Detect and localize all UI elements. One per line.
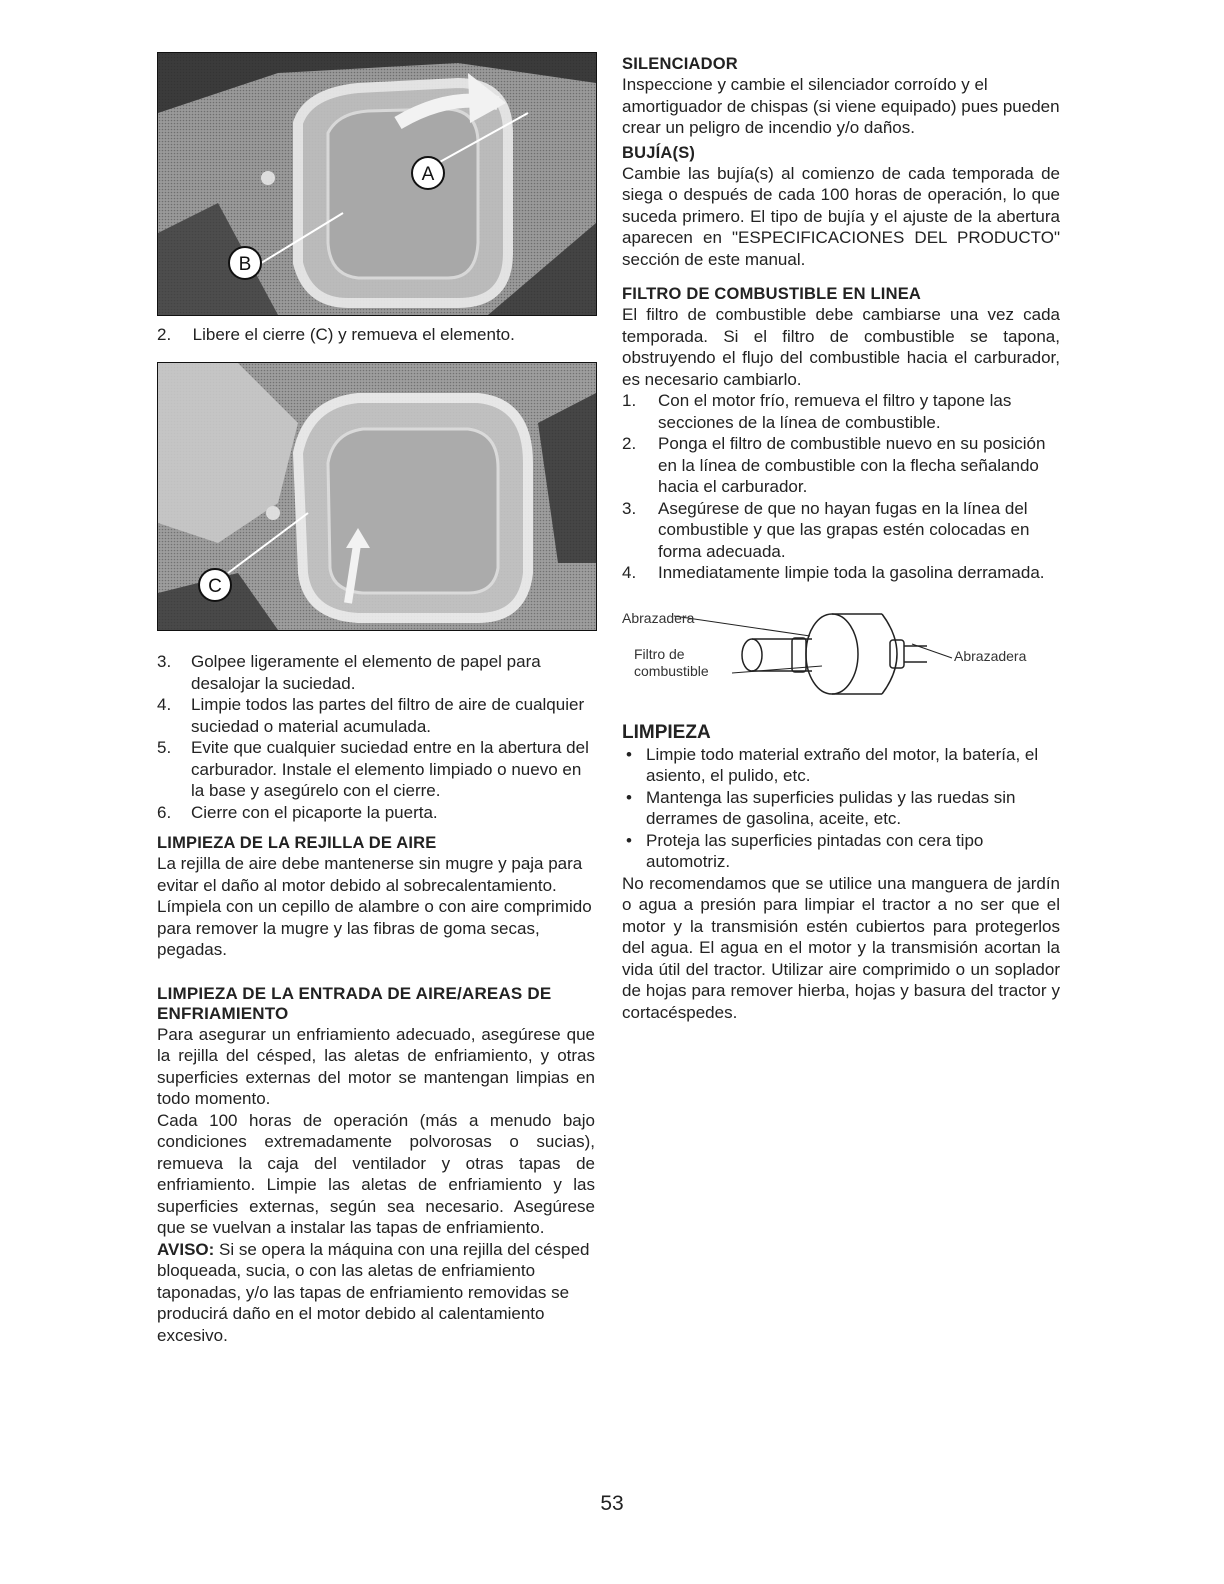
air-filter-illustration-2 xyxy=(158,363,596,630)
filtro-label-line2: combustible xyxy=(634,662,709,679)
aviso-label: AVISO: xyxy=(157,1239,215,1259)
silenciador-heading: SILENCIADOR xyxy=(622,55,738,73)
step-text: Golpee ligeramente el elemento de papel para desalojar la suciedad. xyxy=(191,652,541,693)
bullet-icon: • xyxy=(626,787,632,807)
step-text: Limpie todos las partes del filtro de aire de cualquier suciedad o material acumulada. xyxy=(191,695,585,736)
bujia-heading: BUJÍA(S) xyxy=(622,143,696,162)
left-column xyxy=(157,52,595,1346)
step-text: Asegúrese de que no hayan fugas en la línea del combustible y que las grapas estén colocadas en forma adecuada. xyxy=(658,498,1030,561)
air-filter-photo-2 xyxy=(157,362,597,631)
rejilla-heading: LIMPIEZA DE LA REJILLA DE AIRE xyxy=(157,834,437,852)
fuel-filter-diagram xyxy=(622,610,1060,718)
list-item xyxy=(622,744,1060,787)
abrazadera-right-label: Abrazadera xyxy=(954,647,1027,664)
page-number: 53 xyxy=(600,1492,624,1515)
abrazadera-left-label: Abrazadera xyxy=(622,609,695,626)
filtro-body: El filtro de combustible debe cambiarse una vez cada temporada. Si el filtro de combustible se tapona, obstruyendo el flujo del combustible hacia el carburador, es necesario cambiarlo. xyxy=(622,305,1060,389)
list-item xyxy=(622,830,1060,873)
step-2-number: 2. xyxy=(157,325,172,344)
bullet-text: Proteja las superficies pintadas con cera tipo automotriz. xyxy=(646,830,984,871)
step-number: 3. xyxy=(157,652,172,671)
filtro-steps xyxy=(622,390,1060,584)
step-text: Evite que cualquier suciedad entre en la abertura del carburador. Instale el elemento limpiado o nuevo en la base y asegúrelo con el cierre. xyxy=(191,738,589,800)
step-text: Cierre con el picaporte la puerta. xyxy=(191,802,438,822)
bullet-text: Mantenga las superficies pulidas y las ruedas sin derrames de gasolina, aceite, etc. xyxy=(646,787,1016,828)
bullet-text: Limpie todo material extraño del motor, la batería, el asiento, el pulido, etc. xyxy=(646,744,1039,785)
step-2 xyxy=(157,324,595,345)
bujia-body: Cambie las bujía(s) al comienzo de cada temporada de siega o después de cada 100 horas de operación, lo que suceda primero. El tipo de bujía y el ajuste de la abertura aparecen en "ESPECIFICACIONES DEL PRODUCTO" sección de este manual. xyxy=(622,163,1060,269)
step-number: 4. xyxy=(157,695,172,714)
step-number: 1. xyxy=(622,391,637,410)
right-column xyxy=(622,52,1060,1023)
step-number: 3. xyxy=(622,498,637,518)
step-number: 6. xyxy=(157,802,172,822)
aviso-text: Si se opera la máquina con una rejilla del césped bloqueada, sucia, o con las aletas de enfriamiento taponadas, y/o las tapas de enfriamiento removidas se producirá daño en el motor debido al calentamiento excesivo. xyxy=(157,1239,590,1345)
list-item xyxy=(157,737,595,802)
list-item xyxy=(622,562,1060,584)
bullet-icon: • xyxy=(626,744,632,764)
step-text: Inmediatamente limpie toda la gasolina derramada. xyxy=(658,563,1045,582)
list-item xyxy=(157,651,595,694)
rejilla-body: La rejilla de aire debe mantenerse sin mugre y paja para evitar el daño al motor debido al sobrecalentamiento. Límpiela con un cepillo de alambre o con aire comprimido para remover la mugre y las fibras de goma secas, pegadas. xyxy=(157,854,592,959)
step-number: 2. xyxy=(622,434,637,453)
air-filter-photo-1 xyxy=(157,52,597,316)
step-text: Ponga el filtro de combustible nuevo en su posición en la línea de combustible con la flecha señalando hacia el carburador. xyxy=(658,434,1046,496)
list-item xyxy=(157,802,595,824)
air-filter-illustration-1 xyxy=(158,53,596,315)
entrada-body-2: Cada 100 horas de operación (más a menudo bajo condiciones extremadamente polvorosas o sucias), remueva la caja del ventilador y otras tapas de enfriamiento. Limpie las aletas de enfriamiento y las superficies externas, según sea necesario. Asegúrese que se vuelvan a instalar las tapas de enfriamiento. xyxy=(157,1110,595,1237)
list-item xyxy=(622,787,1060,830)
callout-a-label: A xyxy=(421,164,435,185)
step-number: 4. xyxy=(622,563,637,582)
callout-b-label: B xyxy=(238,254,252,275)
list-item xyxy=(157,694,595,737)
aviso-paragraph xyxy=(157,1239,595,1347)
entrada-body-1: Para asegurar un enfriamiento adecuado, asegúrese que la rejilla del césped, las aletas de enfriamiento, y otras superficies externas del motor se mantengan limpias en todo momento. xyxy=(157,1024,595,1108)
limpieza-heading: LIMPIEZA xyxy=(622,721,711,743)
step-text: Con el motor frío, remueva el filtro y tapone las secciones de la línea de combustible. xyxy=(658,391,1012,432)
cleaning-steps xyxy=(157,651,595,823)
limpieza-bullets xyxy=(622,744,1060,873)
entrada-heading: LIMPIEZA DE LA ENTRADA DE AIRE/AREAS DE ENFRIAMIENTO xyxy=(157,983,552,1023)
silenciador-body: Inspeccione y cambie el silenciador corroído y el amortiguador de chispas (si viene equipado) pues pueden crear un peligro de incendio y/o daños. xyxy=(622,75,1060,137)
list-item xyxy=(622,498,1060,563)
limpieza-body: No recomendamos que se utilice una manguera de jardín o agua a presión para limpiar el tractor a no ser que el motor y la transmisión estén cubiertos para protegerlos del agua. El agua en el motor y la transmisión acortan la vida útil del tractor. Utilizar aire comprimido o un soplador de hojas para remover hierba, hojas y basura del tractor y cortacéspedes. xyxy=(622,873,1060,1022)
callout-c-label: C xyxy=(208,576,222,597)
list-item xyxy=(622,433,1060,498)
step-2-text: Libere el cierre (C) y remueva el elemento. xyxy=(192,325,515,344)
filtro-heading: FILTRO DE COMBUSTIBLE EN LINEA xyxy=(622,285,922,303)
list-item xyxy=(622,390,1060,433)
filtro-label-line1: Filtro de xyxy=(634,645,685,662)
bullet-icon: • xyxy=(626,830,632,850)
step-number: 5. xyxy=(157,738,172,757)
